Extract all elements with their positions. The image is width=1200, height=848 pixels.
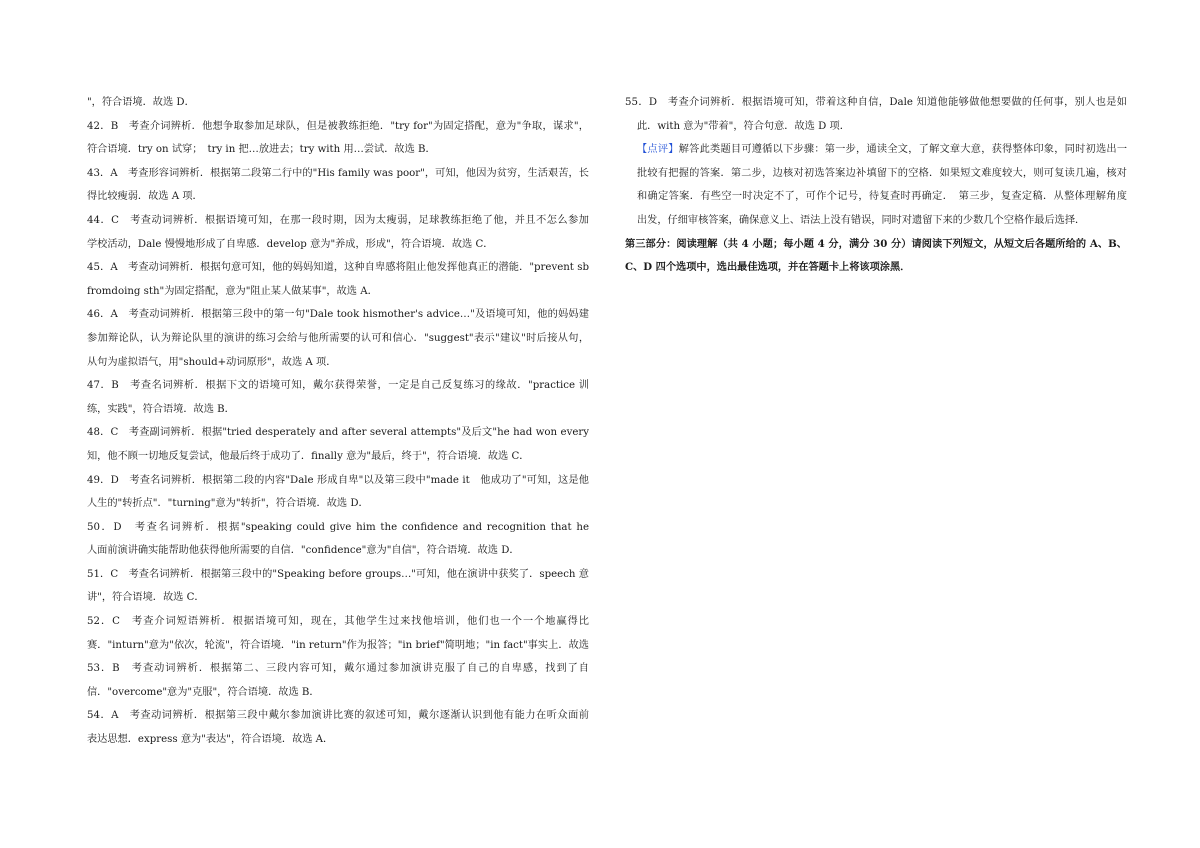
left-column <box>87 91 589 752</box>
answer-55-line-2: 此．with 意为"带着"，符合句意．故选 D 项． <box>637 120 850 132</box>
answer-line: 学校活动，Dale 慢慢地形成了自卑感．develop 意为"养成，形成"，符合语境．故选 C． <box>87 238 494 250</box>
answer-line: 信．"overcome"意为"克服"，符合语境．故选 B． <box>87 686 320 698</box>
answer-line: 练，实践"，符合语境．故选 B． <box>87 403 235 415</box>
comment-line-2: 批较有把握的答案．第二步，边核对初选答案边补填留下的空格．如果短文难度较大，则可复读几遍，核对 <box>637 167 1127 179</box>
answer-line: 知，他不顾一切地反复尝试，他最后终于成功了．finally 意为"最后，终于"，符合语境．故选 C． <box>87 450 530 462</box>
answer-line: 50．D 考查名词辨析．根据"speaking could give him the confidence and recognition that he <box>87 521 589 533</box>
answer-line: 42．B 考查介词辨析．他想争取参加足球队，但是被教练拒绝．"try for"为固定搭配，意为"争取，谋求"， <box>87 120 589 132</box>
answer-line: fromdoing sth"为固定搭配，意为"阻止某人做某事"，故选 A． <box>87 285 378 297</box>
answer-55-line-1: 55．D 考查介词辨析．根据语境可知，带着这种自信，Dale 知道他能够做他想要做的任何事，别人也是如 <box>625 97 1127 108</box>
section-heading-line-2: C、D 四个选项中，选出最佳选项，并在答题卡上将该项涂黑． <box>625 261 911 274</box>
answer-line: "，符合语境．故选 D． <box>87 97 195 108</box>
comment-text-1: 解答此类题目可遵循以下步骤：第一步，通读全文，了解文章大意，获得整体印象，同时初选出一 <box>678 144 1127 156</box>
answer-line: 45．A 考查动词辨析．根据句意可知，他的妈妈知道，这种自卑感将阻止他发挥他真正的潜能．"prevent sb <box>87 262 589 274</box>
comment-tag: 【点评】 <box>637 144 679 156</box>
answer-line: 51．C 考查名词辨析．根据第三段中的"Speaking before groups…"可知，他在演讲中获奖了．speech 意 <box>87 568 589 580</box>
answer-line: 48．C 考查副词辨析．根据"tried desperately and after several attempts"及后文"he had won every <box>87 427 589 439</box>
answer-line: 54．A 考查动词辨析．根据第三段中戴尔参加演讲比赛的叙述可知，戴尔逐渐认识到他有能力在听众面前 <box>87 710 589 722</box>
right-column <box>625 91 1127 280</box>
comment-line-3: 和确定答案．有些空一时决定不了，可作个记号，待复查时再确定． 第三步，复查定稿．从整体理解角度 <box>637 191 1127 203</box>
answer-line: 参加辩论队，认为辩论队里的演讲的练习会给与他所需要的认可和信心．"suggest"表示"建议"时后接从句， <box>87 332 589 344</box>
answer-line: 得比较瘦弱．故选 A 项． <box>87 191 203 203</box>
answer-line: 讲"，符合语境．故选 C． <box>87 592 205 604</box>
answer-line: 49．D 考查名词辨析．根据第二段的内容"Dale 形成自卑"以及第三段中"made it 他成功了"可知，这是他 <box>87 474 589 486</box>
answer-line: 人生的"转折点"．"turning"意为"转折"，符合语境．故选 D． <box>87 498 369 510</box>
answer-line: 赛．"inturn"意为"依次，轮流"，符合语境．"in return"作为报答；"in brief"简明地；"in fact"事实上．故选 <box>87 639 589 651</box>
answer-line: 43．A 考查形容词辨析．根据第二段第二行中的"His family was poor"，可知，他因为贫穷，生活艰苦，长 <box>87 167 589 179</box>
section-heading-line-1: 第三部分：阅读理解（共 4 小题；每小题 4 分，满分 30 分）请阅读下列短文，从短文后各题所给的 A、B、 <box>625 237 1127 250</box>
comment-line-1 <box>625 138 1127 162</box>
answer-line: 从句为虚拟语气，用"should+动词原形"，故选 A 项． <box>87 356 337 368</box>
answer-line: 52．C 考查介词短语辨析．根据语境可知，现在，其他学生过来找他培训，他们也一个一个地赢得比 <box>87 616 589 628</box>
answer-line: 符合语境．try on 试穿； try in 把…放进去；try with 用…尝试．故选 B． <box>87 144 436 156</box>
answer-line: 人面前演讲确实能帮助他获得他所需要的自信．"confidence"意为"自信"，符合语境．故选 D． <box>87 545 520 557</box>
answer-line: 表达思想．express 意为"表达"，符合语境．故选 A． <box>87 734 334 746</box>
answer-line: 44．C 考查动词辨析．根据语境可知，在那一段时期，因为太瘦弱，足球教练拒绝了他，并且不怎么参加 <box>87 214 589 226</box>
answer-line: 46．A 考查动词辨析．根据第三段中的第一句"Dale took hismother's advice…"及语境可知，他的妈妈建 <box>87 309 589 321</box>
comment-line-4: 出发，仔细审核答案，确保意义上、语法上没有错误，同时对遗留下来的少数几个空格作最后选择． <box>637 214 1086 226</box>
answer-line: 53．B 考查动词辨析．根据第二、三段内容可知，戴尔通过参加演讲克服了自己的自卑感，找到了自 <box>87 663 589 675</box>
answer-line: 47．B 考查名词辨析．根据下文的语境可知，戴尔获得荣誉，一定是自己反复练习的缘故．"practice 训 <box>87 380 589 392</box>
